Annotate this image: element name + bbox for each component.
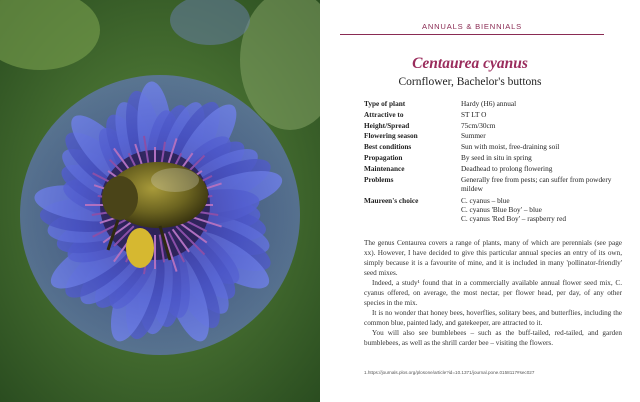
fact-label: Height/Spread (364, 120, 410, 130)
fact-row (364, 121, 614, 132)
body-paragraph: The genus Centaurea covers a range of plants, many of which are perennials (see page xx). However, I have decided to give this particular annual species an entry of its own, simply because it is a favourite of mine, and it is included in many 'pollinator-friendly' seed mixes. (364, 239, 622, 277)
fact-value: Sun with moist, free-draining soil (461, 142, 560, 152)
fact-value: By seed in situ in spring (461, 152, 532, 162)
fact-row (364, 110, 614, 121)
body-text (364, 238, 622, 348)
fact-label: Maintenance (364, 163, 405, 173)
choice-label: Maureen's choice (364, 195, 419, 205)
fact-value: Deadhead to prolong flowering (461, 163, 553, 173)
choice-list (461, 196, 614, 223)
fact-row (364, 99, 614, 110)
fact-row (364, 153, 614, 164)
fact-label: Problems (364, 174, 394, 184)
fact-row (364, 175, 614, 193)
fact-row (364, 164, 614, 175)
fact-value: 75cm/30cm (461, 120, 496, 130)
fact-row (364, 142, 614, 153)
choice-item: C. cyanus – blue (461, 195, 510, 205)
plant-facts-table (364, 99, 614, 223)
fact-value: Hardy (H6) annual (461, 99, 517, 108)
body-paragraph: Indeed, a study¹ found that in a commercially available annual flower seed mix, C. cyanus offered, on average, the most nectar, per flower head, per day, of any other species in the mix. (364, 279, 622, 307)
body-paragraph: It is no wonder that honey bees, hoverflies, solitary bees, and butterflies, including the common blue, painted lady, and gatekeeper, are attracted to it. (364, 309, 622, 327)
fact-label: Best conditions (364, 142, 412, 152)
fact-label: Propagation (364, 152, 403, 162)
fact-label: Attractive to (364, 109, 404, 119)
fact-label: Type of plant (364, 99, 406, 108)
choice-row (364, 196, 614, 223)
fact-row (364, 131, 614, 142)
plant-latin-name: Centaurea cyanus (412, 55, 528, 72)
plant-common-names: Cornflower, Bachelor's buttons (398, 76, 542, 88)
fact-label: Flowering season (364, 131, 418, 141)
choice-item: C. cyanus 'Red Boy' – raspberry red (461, 213, 566, 223)
fact-value: ST LT O (461, 109, 487, 119)
section-header: ANNUALS & BIENNIALS (340, 22, 604, 35)
fact-value: Generally free from pests; can suffer from powdery mildew (461, 174, 612, 193)
choice-item: C. cyanus 'Blue Boy' – blue (461, 204, 542, 214)
fact-value: Summer (461, 131, 486, 141)
footnote: 1.https://journals.plos.org/plosone/article?id=10.1371/journal.pone.0158117#sec027 (364, 370, 535, 375)
body-paragraph: You will also see bumblebees – such as the buff-tailed, red-tailed, and garden bumblebees, as well as the shrill carder bee – visiting the flowers. (364, 329, 622, 347)
text-page (320, 0, 640, 402)
